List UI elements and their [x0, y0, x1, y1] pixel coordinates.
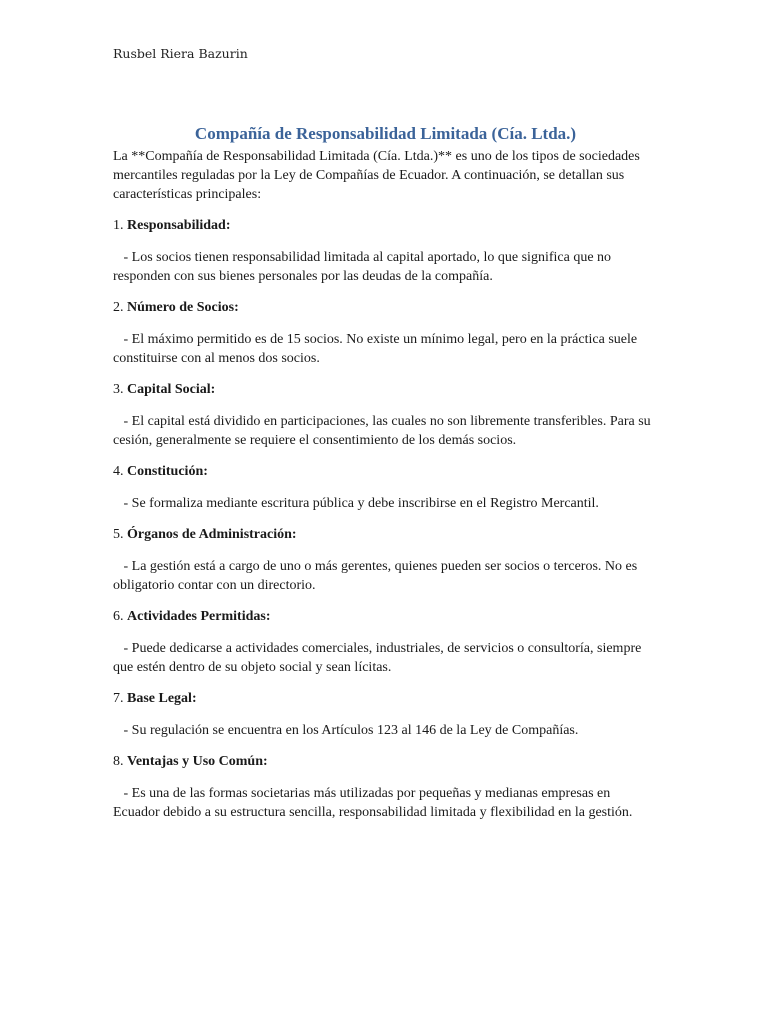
item-text: - Los socios tienen responsabilidad limitada al capital aportado, lo que significa que no responden con sus bienes personales por las deudas de la compañía.	[113, 250, 615, 284]
list-item	[113, 607, 658, 677]
item-text: - El máximo permitido es de 15 socios. No existe un mínimo legal, pero en la práctica suele constituirse con al menos dos socios.	[113, 332, 641, 366]
item-label: Responsabilidad:	[127, 218, 231, 233]
item-label: Capital Social:	[127, 382, 216, 397]
item-label: Número de Socios:	[127, 300, 239, 315]
item-label: Órganos de Administración:	[127, 527, 297, 542]
intro-paragraph: La **Compañía de Responsabilidad Limitada (Cía. Ltda.)** es uno de los tipos de sociedades mercantiles reguladas por la Ley de Compañías de Ecuador. A continuación, se detallan sus características principales:	[113, 149, 640, 202]
item-heading	[113, 216, 658, 235]
item-text: - Su regulación se encuentra en los Artículos 123 al 146 de la Ley de Compañías.	[113, 723, 579, 738]
item-label: Constitución:	[127, 464, 208, 479]
list-item	[113, 462, 658, 513]
item-heading	[113, 607, 658, 626]
item-number: 4.	[113, 464, 124, 479]
author-name: Rusbel Riera Bazurin	[113, 46, 248, 61]
item-text: - El capital está dividido en participaciones, las cuales no son libremente transferibles. Para su cesión, generalmente se requiere el consentimiento de los demás socios.	[113, 414, 655, 448]
item-number: 8.	[113, 754, 124, 769]
list-item	[113, 298, 658, 368]
list-item	[113, 216, 658, 286]
list-item	[113, 752, 658, 822]
item-number: 7.	[113, 691, 124, 706]
item-text: - Es una de las formas societarias más utilizadas por pequeñas y medianas empresas en Ecuador debido a su estructura sencilla, responsabilidad limitada y flexibilidad en la gestión.	[113, 786, 633, 820]
list-item	[113, 689, 658, 740]
item-label: Actividades Permitidas:	[127, 609, 271, 624]
item-number: 1.	[113, 218, 124, 233]
item-heading	[113, 298, 658, 317]
item-heading	[113, 752, 658, 771]
document-title: Compañía de Responsabilidad Limitada (Cía. Ltda.)	[194, 124, 577, 143]
list-item	[113, 525, 658, 595]
item-text: - Se formaliza mediante escritura pública y debe inscribirse en el Registro Mercantil.	[113, 496, 599, 511]
item-number: 5.	[113, 527, 124, 542]
list-item	[113, 380, 658, 450]
item-number: 2.	[113, 300, 124, 315]
item-text: - Puede dedicarse a actividades comerciales, industriales, de servicios o consultoría, siempre que estén dentro de su objeto social y sean lícitas.	[113, 641, 645, 675]
item-label: Base Legal:	[127, 691, 197, 706]
item-heading	[113, 689, 658, 708]
document-body	[113, 147, 658, 834]
item-heading	[113, 380, 658, 399]
item-label: Ventajas y Uso Común:	[127, 754, 268, 769]
item-heading	[113, 462, 658, 481]
item-heading	[113, 525, 658, 544]
item-number: 6.	[113, 609, 124, 624]
item-text: - La gestión está a cargo de uno o más gerentes, quienes pueden ser socios o terceros. No es obligatorio contar con un directorio.	[113, 559, 641, 593]
item-number: 3.	[113, 382, 124, 397]
